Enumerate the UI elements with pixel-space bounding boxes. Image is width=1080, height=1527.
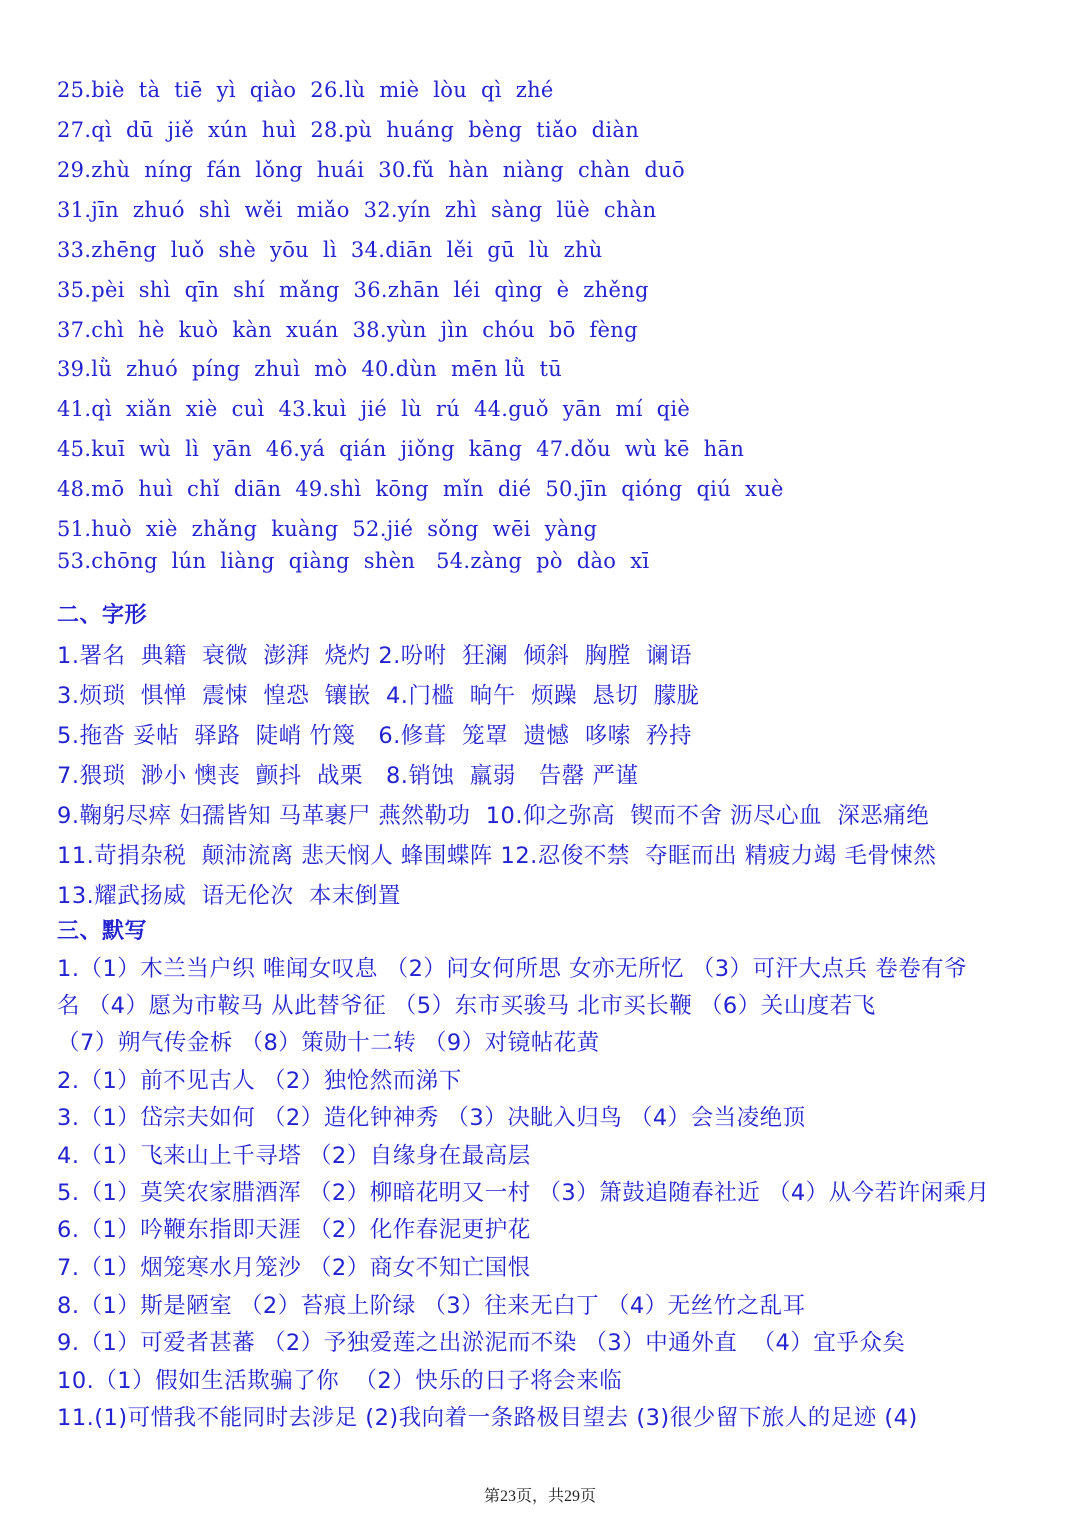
section-heading: 二、字形	[57, 603, 148, 628]
pinyin-line: 48.mō huì chǐ diān 49.shì kōng mǐn dié 50.jīn qióng qiú xuè	[57, 477, 784, 501]
dictation-line: 9.（1）可爱者甚蕃 （2）予独爱莲之出淤泥而不染 （3）中通外直 （4）宜乎众矣	[57, 1330, 906, 1356]
glyph-line: 5.拖沓 妥帖 驿路 陡峭 竹篾 6.修葺 笼罩 遗憾 哆嗦 矜持	[57, 723, 693, 749]
pinyin-line: 37.chì hè kuò kàn xuán 38.yùn jìn chóu bō fèng	[57, 318, 638, 342]
dictation-line: 7.（1）烟笼寒水月笼沙 （2）商女不知亡国恨	[57, 1255, 531, 1281]
dictation-line: 5.（1）莫笑农家腊酒浑 （2）柳暗花明又一村 （3）箫鼓追随春社近 （4）从今若许闲乘月	[57, 1180, 990, 1206]
pinyin-line: 39.lǜ zhuó píng zhuì mò 40.dùn mēn lǜ tū	[57, 357, 563, 381]
dictation-line: 10.（1）假如生活欺骗了你 （2）快乐的日子将会来临	[57, 1368, 623, 1394]
pinyin-line: 27.qì dū jiě xún huì 28.pù huáng bèng tiǎo diàn	[57, 118, 640, 142]
dictation-line: 1.（1）木兰当户织 唯闻女叹息 （2）问女何所思 女亦无所忆 （3）可汗大点兵 卷卷有爷	[57, 956, 968, 982]
dictation-line: 11.(1)可惜我不能同时去涉足 (2)我向着一条路极目望去 (3)很少留下旅人的足迹 (4)	[57, 1405, 918, 1431]
dictation-line: 6.（1）吟鞭东指即天涯 （2）化作春泥更护花	[57, 1217, 531, 1243]
pinyin-line: 33.zhēng luǒ shè yōu lì 34.diān lěi gū lù zhù	[57, 238, 603, 262]
glyph-line: 9.鞠躬尽瘁 妇孺皆知 马革裹尸 燕然勒功 10.仰之弥高 锲而不舍 沥尽心血 深恶痛绝	[57, 803, 930, 829]
pinyin-line: 51.huò xiè zhǎng kuàng 52.jié sǒng wēi yàng	[57, 517, 598, 541]
glyph-line: 7.猥琐 渺小 懊丧 颤抖 战栗 8.销蚀 羸弱 告罄 严谨	[57, 763, 639, 789]
dictation-line: 8.（1）斯是陋室 （2）苔痕上阶绿 （3）往来无白丁 （4）无丝竹之乱耳	[57, 1293, 806, 1319]
glyph-line: 11.苛捐杂税 颠沛流离 悲天悯人 蜂围蝶阵 12.忍俊不禁 夺眶而出 精疲力竭 毛骨悚然	[57, 843, 937, 869]
glyph-line: 1.署名 典籍 衰微 澎湃 烧灼 2.吩咐 狂澜 倾斜 胸膛 谰语	[57, 643, 693, 669]
dictation-line: （7）朔气传金柝 （8）策勋十二转 （9）对镜帖花黄	[57, 1030, 600, 1056]
glyph-line: 3.烦琐 惧惮 震悚 惶恐 镶嵌 4.门槛 晌午 烦躁 恳切 朦胧	[57, 683, 700, 709]
glyph-line: 13.耀武扬威 语无伦次 本末倒置	[57, 883, 401, 909]
dictation-line: 名 （4）愿为市鞍马 从此替爷征 （5）东市买骏马 北市买长鞭 （6）关山度若飞	[57, 993, 876, 1019]
pinyin-line: 53.chōng lún liàng qiàng shèn 54.zàng pò dào xī	[57, 549, 650, 573]
dictation-line: 2.（1）前不见古人 （2）独怆然而涕下	[57, 1068, 462, 1094]
pinyin-line: 45.kuī wù lì yān 46.yá qián jiǒng kāng 47.dǒu wù kē hān	[57, 437, 745, 461]
pinyin-line: 31.jīn zhuó shì wěi miǎo 32.yín zhì sàng lüè chàn	[57, 198, 657, 222]
pinyin-line: 29.zhù níng fán lǒng huái 30.fǔ hàn niàng chàn duō	[57, 158, 685, 182]
section-heading: 三、默写	[57, 919, 148, 944]
dictation-line: 3.（1）岱宗夫如何 （2）造化钟神秀 （3）决眦入归鸟 （4）会当凌绝顶	[57, 1105, 806, 1131]
pinyin-line: 25.biè tà tiē yì qiào 26.lù miè lòu qì zhé	[57, 78, 554, 102]
dictation-line: 4.（1）飞来山上千寻塔 （2）自缘身在最高层	[57, 1143, 531, 1169]
page-number-footer: 第23页，共29页	[483, 1488, 596, 1505]
pinyin-line: 41.qì xiǎn xiè cuì 43.kuì jié lù rú 44.guǒ yān mí qiè	[57, 397, 691, 421]
pinyin-line: 35.pèi shì qīn shí mǎng 36.zhān léi qìng è zhěng	[57, 278, 649, 302]
